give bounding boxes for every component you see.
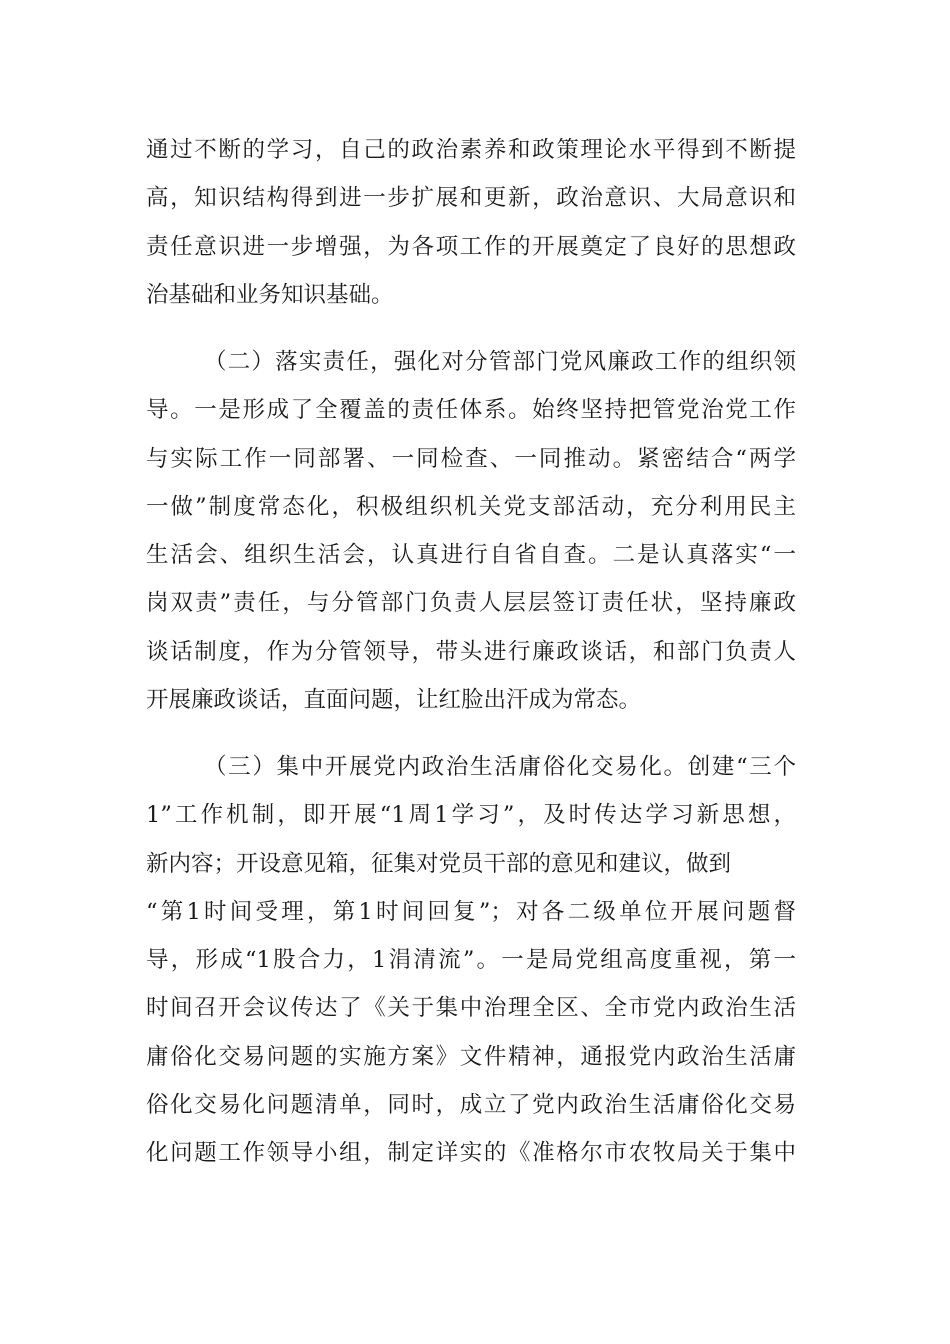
paragraph-2 <box>146 338 796 724</box>
paragraph-line: 导，形成“1股合力，1涓清流”。一是局党组高度重视，第一 <box>146 947 796 974</box>
paragraph-line: 开展廉政谈话，直面问题，让红脸出汗成为常态。 <box>146 687 642 714</box>
paragraph-line: 导。一是形成了全覆盖的责任体系。始终坚持把管党治党工作 <box>146 397 796 424</box>
paragraph-line: 庸俗化交易问题的实施方案》文件精神，通报党内政治生活庸 <box>146 1043 796 1070</box>
paragraph-line: 治基础和业务知识基础。 <box>146 281 394 308</box>
paragraph-line: 新内容；开设意见箱，征集对党员干部的意见和建议，做到 <box>146 850 732 877</box>
paragraph-line: 化问题工作领导小组，制定详实的《准格尔市农牧局关于集中 <box>146 1140 796 1167</box>
paragraph-line: 岗双责”责任，与分管部门负责人层层签订责任状，坚持廉政 <box>146 590 796 617</box>
paragraph-line: 责任意识进一步增强，为各项工作的开展奠定了良好的思想政 <box>146 233 796 260</box>
paragraph-line: 俗化交易化问题清单，同时，成立了党内政治生活庸俗化交易 <box>146 1092 796 1119</box>
paragraph-line: 一做”制度常态化，积极组织机关党支部活动，充分利用民主 <box>146 493 796 520</box>
paragraph-line: 与实际工作一同部署、一同检查、一同推动。紧密结合“两学 <box>146 445 796 472</box>
paragraph-line: 高，知识结构得到进一步扩展和更新，政治意识、大局意识和 <box>146 185 796 212</box>
paragraph-line: 时间召开会议传达了《关于集中治理全区、全市党内政治生活 <box>146 995 796 1022</box>
paragraph-line: “第1时间受理，第1时间回复”；对各二级单位开展问题督 <box>146 898 796 925</box>
paragraph-line: 通过不断的学习，自己的政治素养和政策理论水平得到不断提 <box>146 137 796 163</box>
paragraph-line: 谈话制度，作为分管领导，带头进行廉政谈话，和部门负责人 <box>146 638 796 665</box>
paragraph-line: （二）落实责任，强化对分管部门党风廉政工作的组织领 <box>204 349 796 375</box>
paragraph-3 <box>146 743 796 1178</box>
paragraph-1 <box>146 126 796 319</box>
paragraph-line: 生活会、组织生活会，认真进行自省自查。二是认真落实“一 <box>146 542 796 569</box>
paragraph-line: 1”工作机制，即开展“1周1学习”，及时传达学习新思想， <box>146 802 796 829</box>
paragraph-line: （三）集中开展党内政治生活庸俗化交易化。创建“三个 <box>204 754 796 780</box>
